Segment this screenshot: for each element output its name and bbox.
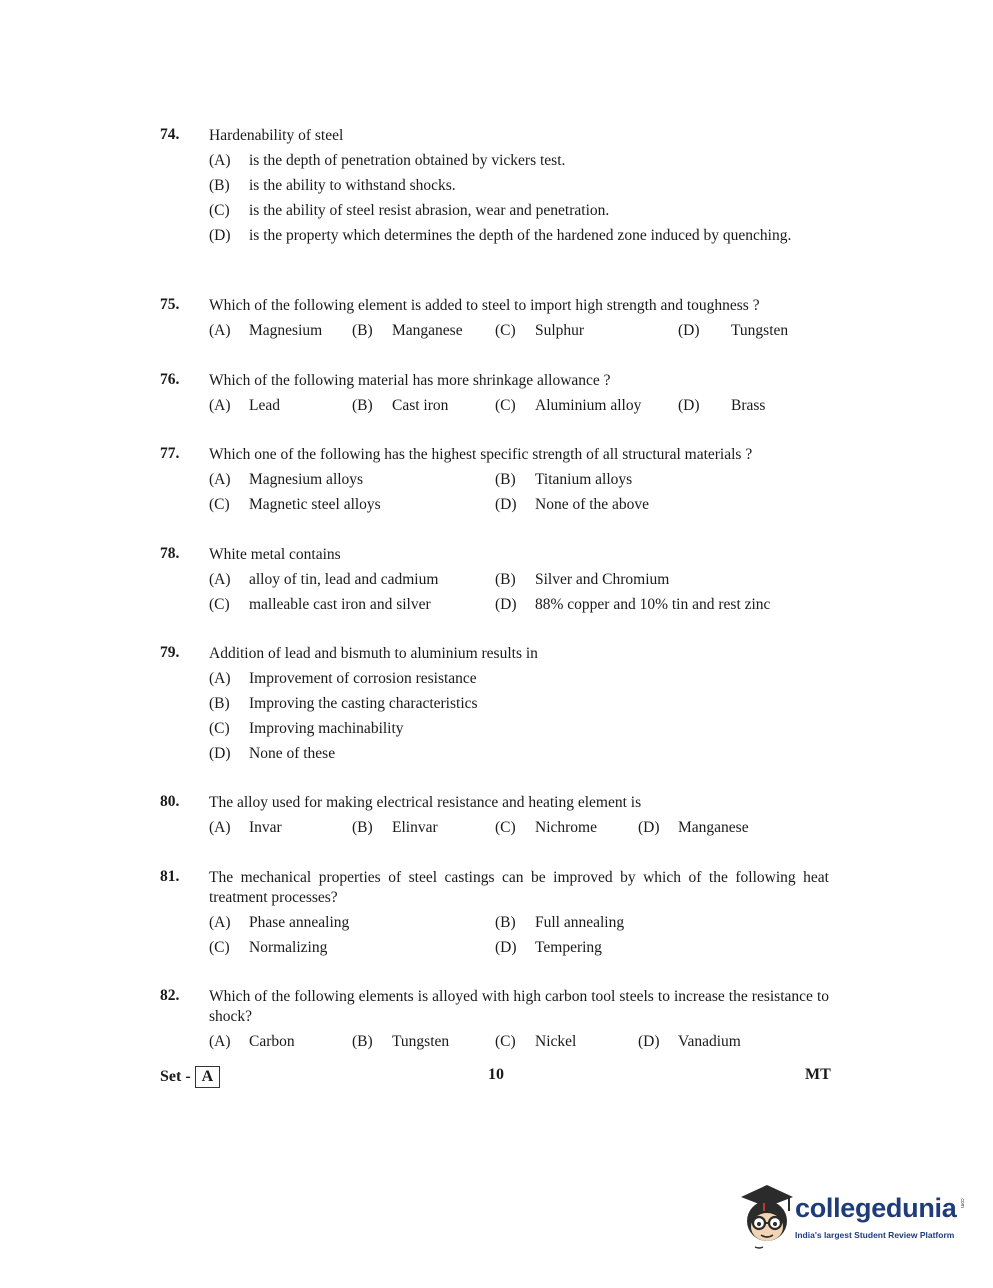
question-text: Which of the following elements is alloyed with high carbon tool steels to increase the resistance to shock? bbox=[209, 988, 829, 1025]
option-b: (B) Cast iron bbox=[352, 397, 449, 414]
option-a: (A) alloy of tin, lead and cadmium bbox=[209, 571, 439, 588]
option-a: (A) is the depth of penetration obtained by vickers test. bbox=[209, 152, 566, 169]
option-b: (B) is the ability to withstand shocks. bbox=[209, 177, 456, 194]
mascot-icon bbox=[737, 1183, 795, 1253]
question-text: Which one of the following has the highest specific strength of all structural materials ? bbox=[209, 446, 753, 463]
question-text: Which of the following element is added to steel to import high strength and toughness ? bbox=[209, 297, 760, 314]
option-d: (D) Tungsten bbox=[678, 322, 789, 339]
question-number: 80. bbox=[160, 793, 180, 810]
page-number: 10 bbox=[488, 1066, 504, 1083]
option-c: (C) Sulphur bbox=[495, 322, 585, 339]
option-b: (B) Silver and Chromium bbox=[495, 571, 670, 588]
question-text: Which of the following material has more shrinkage allowance ? bbox=[209, 372, 611, 389]
question-number: 74. bbox=[160, 126, 180, 143]
question-number: 75. bbox=[160, 296, 180, 313]
option-c: (C) Nichrome bbox=[495, 819, 597, 836]
option-d: (D) Brass bbox=[678, 397, 766, 414]
option-d: (D) None of the above bbox=[495, 496, 650, 513]
collegedunia-logo bbox=[737, 1183, 965, 1253]
option-c: (C) Normalizing bbox=[209, 939, 328, 956]
option-a: (A) Lead bbox=[209, 397, 280, 414]
question-number: 79. bbox=[160, 644, 180, 661]
option-b: (B) Full annealing bbox=[495, 914, 625, 931]
option-c: (C) Improving machinability bbox=[209, 720, 404, 737]
logo-name: collegedunia bbox=[795, 1193, 957, 1223]
option-c: (C) Nickel bbox=[495, 1033, 577, 1050]
option-a: (A) Invar bbox=[209, 819, 282, 836]
option-c: (C) malleable cast iron and silver bbox=[209, 596, 431, 613]
option-d: (D) 88% copper and 10% tin and rest zinc bbox=[495, 596, 771, 613]
question-text: Hardenability of steel bbox=[209, 127, 344, 144]
set-indicator bbox=[160, 1066, 220, 1088]
option-a: (A) Magnesium alloys bbox=[209, 471, 364, 488]
question-text: Addition of lead and bismuth to aluminium results in bbox=[209, 645, 538, 662]
question-number: 82. bbox=[160, 987, 180, 1004]
question-number: 77. bbox=[160, 445, 180, 462]
option-b: (B) Elinvar bbox=[352, 819, 438, 836]
question-text: The alloy used for making electrical resistance and heating element is bbox=[209, 794, 642, 811]
option-b: (B) Titanium alloys bbox=[495, 471, 633, 488]
option-c: (C) is the ability of steel resist abrasion, wear and penetration. bbox=[209, 202, 610, 219]
option-b: (B) Manganese bbox=[352, 322, 463, 339]
option-c: (C) Magnetic steel alloys bbox=[209, 496, 381, 513]
option-d: (D) Manganese bbox=[638, 819, 749, 836]
option-d: (D) Tempering bbox=[495, 939, 602, 956]
option-a: (A) Phase annealing bbox=[209, 914, 350, 931]
option-a: (A) Carbon bbox=[209, 1033, 295, 1050]
set-label: Set - bbox=[160, 1068, 191, 1085]
option-b: (B) Tungsten bbox=[352, 1033, 450, 1050]
option-b: (B) Improving the casting characteristics bbox=[209, 695, 478, 712]
question-text: White metal contains bbox=[209, 546, 341, 563]
question-number: 81. bbox=[160, 868, 180, 885]
logo-tagline: India's largest Student Review Platform bbox=[795, 1230, 955, 1240]
set-box: A bbox=[195, 1066, 221, 1088]
question-text: The mechanical properties of steel castings can be improved by which of the following heat treatment processes? bbox=[209, 869, 829, 906]
option-a: (A) Magnesium bbox=[209, 322, 323, 339]
question-number: 76. bbox=[160, 371, 180, 388]
logo-suffix: .com bbox=[959, 1197, 965, 1208]
option-d: (D) is the property which determines the depth of the hardened zone induced by quenching. bbox=[209, 227, 792, 244]
option-d: (D) Vanadium bbox=[638, 1033, 741, 1050]
question-number: 78. bbox=[160, 545, 180, 562]
option-a: (A) Improvement of corrosion resistance bbox=[209, 670, 477, 687]
paper-code: MT bbox=[805, 1066, 831, 1083]
option-d: (D) None of these bbox=[209, 745, 336, 762]
option-c: (C) Aluminium alloy bbox=[495, 397, 642, 414]
